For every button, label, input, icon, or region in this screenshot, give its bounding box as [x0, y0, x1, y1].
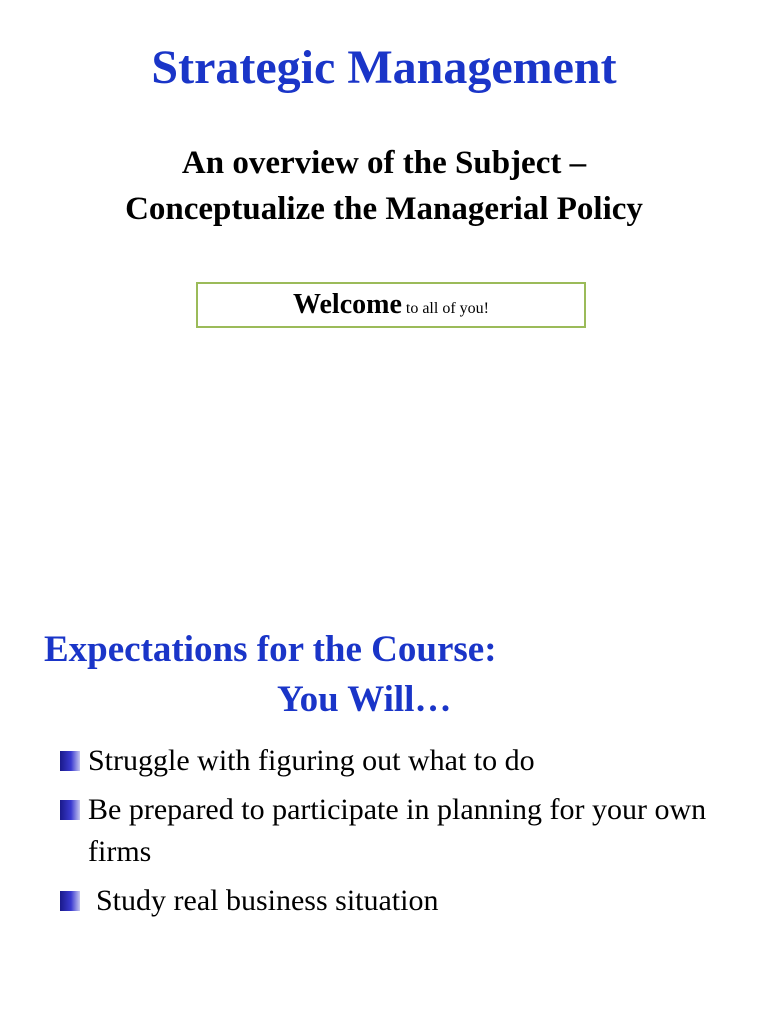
- section-heading: [44, 625, 744, 725]
- welcome-box: [196, 282, 586, 328]
- square-bullet-icon: [60, 751, 80, 771]
- square-bullet-icon: [60, 891, 80, 911]
- list-item: [60, 880, 750, 922]
- bullet-text: Be prepared to participate in planning for your own firms: [88, 793, 707, 868]
- section-heading-line-2: You Will…: [277, 679, 452, 720]
- subtitle-line-1: An overview of the Subject –: [181, 145, 587, 181]
- section-heading-line-1: Expectations for the Course:: [44, 629, 497, 670]
- expectations-list: [60, 740, 750, 929]
- list-item: [60, 789, 750, 873]
- bullet-text: Study real business situation: [96, 884, 439, 917]
- slide-subtitle: [0, 140, 768, 232]
- bullet-text: Struggle with figuring out what to do: [88, 744, 535, 777]
- slide-title: Strategic Management: [151, 41, 617, 94]
- square-bullet-icon: [60, 800, 80, 820]
- welcome-word: Welcome: [293, 289, 402, 320]
- subtitle-line-2: Conceptualize the Managerial Policy: [125, 191, 643, 227]
- welcome-rest: to all of you!: [401, 300, 489, 317]
- list-item: [60, 740, 750, 782]
